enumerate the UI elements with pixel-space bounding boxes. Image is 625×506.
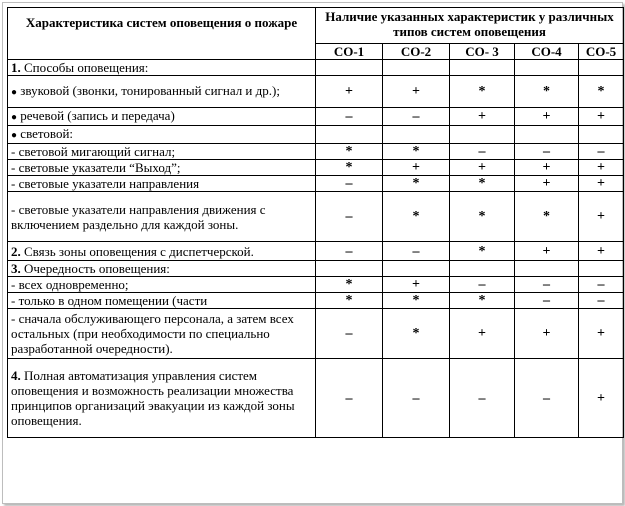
mark-cell-co5: +	[579, 359, 624, 438]
table-row	[8, 126, 624, 144]
row-label-cell	[8, 309, 316, 359]
column-header-co1: СО-1	[316, 44, 383, 60]
mark-cell-co1: *	[316, 277, 383, 293]
mark-cell-co5: +	[579, 160, 624, 176]
mark-cell-co5	[579, 60, 624, 76]
row-label-cell	[8, 242, 316, 261]
row-label: - сначала обслуживающего персонала, а затем всех остальных (при необходимости по специально разработанной очередности).	[11, 311, 294, 356]
mark-cell-co5: +	[579, 192, 624, 242]
row-label: световой:	[17, 126, 74, 141]
table-row	[8, 176, 624, 192]
mark-cell-co3	[450, 126, 515, 144]
row-label-cell	[8, 60, 316, 76]
mark-cell-co2: *	[383, 293, 450, 309]
row-number: 4.	[11, 368, 21, 383]
mark-cell-co1: *	[316, 144, 383, 160]
characteristic-header: Характеристика систем оповещения о пожаре	[8, 8, 316, 60]
mark-cell-co1: –	[316, 309, 383, 359]
mark-cell-co5: +	[579, 242, 624, 261]
mark-cell-co5: –	[579, 277, 624, 293]
column-header-co3: СО- 3	[450, 44, 515, 60]
row-label: - световые указатели направления движения с включением раздельно для каждой зоны.	[11, 201, 266, 232]
bullet-icon: ●	[11, 112, 18, 123]
mark-cell-co4: –	[515, 359, 579, 438]
mark-cell-co4	[515, 126, 579, 144]
mark-cell-co1	[316, 261, 383, 277]
row-label-cell	[8, 160, 316, 176]
bullet-icon: ●	[11, 87, 18, 98]
mark-cell-co2: *	[383, 192, 450, 242]
row-label-cell	[8, 76, 316, 108]
mark-cell-co4: *	[515, 192, 579, 242]
table-row	[8, 60, 624, 76]
mark-cell-co2: +	[383, 277, 450, 293]
table-row	[8, 144, 624, 160]
mark-cell-co5: –	[579, 144, 624, 160]
mark-cell-co5: –	[579, 293, 624, 309]
mark-cell-co1: +	[316, 76, 383, 108]
availability-header: Наличие указанных характеристик у различных типов систем оповещения	[316, 8, 624, 44]
row-label: Способы оповещения:	[20, 60, 149, 75]
mark-cell-co3	[450, 60, 515, 76]
row-number: 3.	[11, 261, 21, 276]
mark-cell-co3: *	[450, 192, 515, 242]
mark-cell-co1: –	[316, 176, 383, 192]
mark-cell-co4: +	[515, 160, 579, 176]
row-label-cell	[8, 359, 316, 438]
mark-cell-co5	[579, 261, 624, 277]
mark-cell-co1: –	[316, 359, 383, 438]
mark-cell-co4	[515, 261, 579, 277]
mark-cell-co5: +	[579, 108, 624, 126]
table-body	[8, 60, 624, 438]
column-header-co5: СО-5	[579, 44, 624, 60]
mark-cell-co1: *	[316, 293, 383, 309]
table-row	[8, 277, 624, 293]
mark-cell-co3: *	[450, 76, 515, 108]
mark-cell-co1: *	[316, 160, 383, 176]
table-row	[8, 242, 624, 261]
row-label-cell	[8, 108, 316, 126]
mark-cell-co1: –	[316, 192, 383, 242]
row-label: речевой (запись и передача)	[17, 108, 175, 123]
row-label: Связь зоны оповещения с диспетчерской.	[20, 243, 254, 259]
row-label: Полная автоматизация управления систем оповещения и возможность реализации множества принципов организаций эвакуации из каждой зоны оповещения.	[11, 368, 295, 428]
mark-cell-co4: +	[515, 176, 579, 192]
mark-cell-co3	[450, 261, 515, 277]
column-header-co2: СО-2	[383, 44, 450, 60]
row-label: - световые указатели направления	[11, 176, 200, 191]
mark-cell-co1	[316, 60, 383, 76]
mark-cell-co4: +	[515, 309, 579, 359]
mark-cell-co2	[383, 261, 450, 277]
mark-cell-co5: +	[579, 176, 624, 192]
bullet-icon: ●	[11, 130, 18, 141]
mark-cell-co5	[579, 126, 624, 144]
row-label-cell	[8, 126, 316, 144]
mark-cell-co3: –	[450, 144, 515, 160]
mark-cell-co4: –	[515, 293, 579, 309]
row-label-cell	[8, 277, 316, 293]
row-label-cell	[8, 192, 316, 242]
row-label-cell	[8, 176, 316, 192]
row-number: 2.	[11, 243, 21, 259]
table-row	[8, 359, 624, 438]
mark-cell-co2: –	[383, 242, 450, 261]
mark-cell-co2: *	[383, 144, 450, 160]
row-label: - всех одновременно;	[11, 277, 129, 292]
mark-cell-co2	[383, 126, 450, 144]
mark-cell-co3: *	[450, 242, 515, 261]
fire-alert-systems-table	[7, 7, 624, 438]
mark-cell-co3: *	[450, 176, 515, 192]
row-label: звуковой (звонки, тонированный сигнал и др.);	[17, 83, 280, 98]
mark-cell-co5: *	[579, 76, 624, 108]
mark-cell-co2: –	[383, 108, 450, 126]
mark-cell-co2: *	[383, 176, 450, 192]
mark-cell-co3: *	[450, 293, 515, 309]
mark-cell-co4: –	[515, 144, 579, 160]
row-label-cell	[8, 261, 316, 277]
mark-cell-co2: +	[383, 160, 450, 176]
row-label: Очередность оповещения:	[20, 261, 170, 276]
table-row	[8, 309, 624, 359]
mark-cell-co1	[316, 126, 383, 144]
mark-cell-co3: +	[450, 309, 515, 359]
mark-cell-co2	[383, 60, 450, 76]
row-label: - световой мигающий сигнал;	[11, 144, 176, 159]
row-label: - только в одном помещении (части	[11, 293, 208, 308]
row-label-cell	[8, 144, 316, 160]
table-frame	[2, 2, 623, 504]
table-row	[8, 192, 624, 242]
mark-cell-co2: *	[383, 309, 450, 359]
mark-cell-co3: +	[450, 160, 515, 176]
mark-cell-co1: –	[316, 108, 383, 126]
mark-cell-co4: *	[515, 76, 579, 108]
mark-cell-co3: –	[450, 359, 515, 438]
row-label: - световые указатели “Выход”;	[11, 160, 181, 175]
table-row	[8, 108, 624, 126]
mark-cell-co5: +	[579, 309, 624, 359]
mark-cell-co1: –	[316, 242, 383, 261]
mark-cell-co4: –	[515, 277, 579, 293]
row-label-cell	[8, 293, 316, 309]
table-row	[8, 293, 624, 309]
mark-cell-co3: +	[450, 108, 515, 126]
header-row	[8, 8, 624, 44]
mark-cell-co4	[515, 60, 579, 76]
mark-cell-co3: –	[450, 277, 515, 293]
table-row	[8, 160, 624, 176]
mark-cell-co2: –	[383, 359, 450, 438]
column-header-co4: СО-4	[515, 44, 579, 60]
mark-cell-co2: +	[383, 76, 450, 108]
table-row	[8, 76, 624, 108]
table-row	[8, 261, 624, 277]
mark-cell-co4: +	[515, 108, 579, 126]
row-number: 1.	[11, 60, 21, 75]
mark-cell-co4: +	[515, 242, 579, 261]
